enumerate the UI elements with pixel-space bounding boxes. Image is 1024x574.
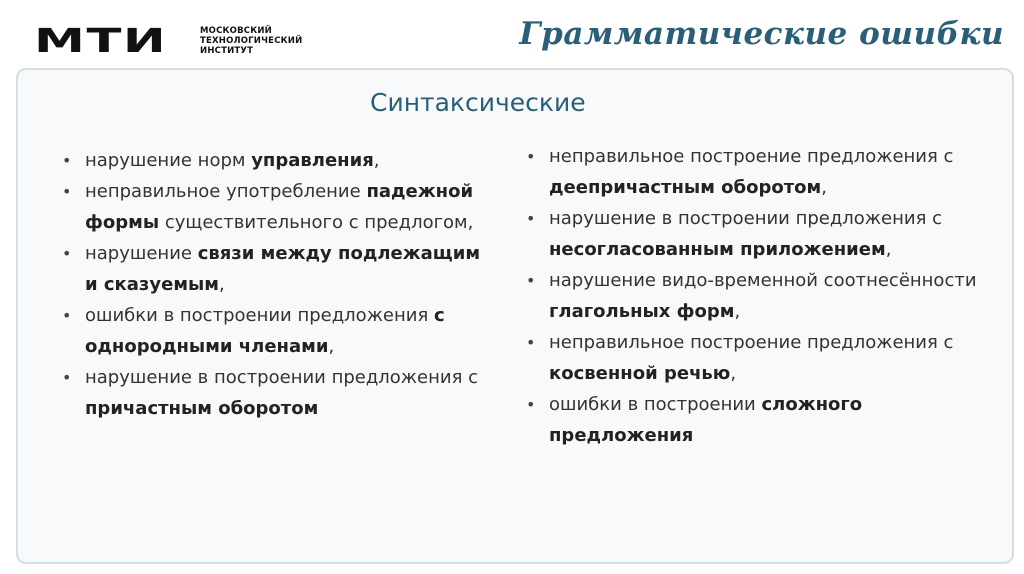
bullet-icon: • [62, 151, 72, 170]
list-item [522, 141, 982, 203]
bullet-icon: • [526, 395, 536, 414]
page-title: Грамматические ошибки [519, 16, 1004, 52]
bullet-icon: • [62, 368, 72, 387]
item-text-end: существительного с предлогом, [159, 212, 474, 233]
item-emphasis: глагольных форм [549, 301, 735, 322]
bullet-icon: • [526, 209, 536, 228]
content-panel [16, 68, 1014, 564]
list-item [58, 176, 498, 238]
list-item [58, 145, 498, 176]
item-text: ошибки в построении [549, 394, 762, 415]
item-text: нарушение в построении предложения с [85, 367, 479, 388]
item-emphasis: связи между подлежащим и сказуемым [85, 243, 481, 295]
item-emphasis: причастным оборотом [85, 398, 319, 419]
logo-mark: МТИ [34, 21, 168, 60]
bullet-icon: • [526, 333, 536, 352]
bullet-icon: • [526, 271, 536, 290]
item-text-end: , [373, 150, 380, 171]
list-item [522, 203, 982, 265]
item-emphasis: сложного предложения [549, 394, 863, 446]
list-item [58, 362, 498, 424]
list-item [58, 300, 498, 362]
item-text: неправильное построение предложения с [549, 146, 954, 167]
item-text-end: , [734, 301, 741, 322]
item-text: нарушение норм [85, 150, 252, 171]
item-emphasis: несогласованным приложением [549, 239, 886, 260]
item-emphasis: деепричастным оборотом [549, 177, 822, 198]
item-emphasis: косвенной речью [549, 363, 731, 384]
bullet-icon: • [62, 306, 72, 325]
bullet-icon: • [526, 147, 536, 166]
item-emphasis: управления [251, 150, 374, 171]
logo-text-line1: МОСКОВСКИЙ [200, 26, 272, 36]
list-item [522, 389, 982, 451]
item-emphasis: с однородными членами [85, 305, 445, 357]
list-item [522, 265, 982, 327]
item-text-end: , [328, 336, 335, 357]
left-bullet-list [58, 145, 498, 424]
item-text: неправильное построение предложения с [549, 332, 954, 353]
bullet-icon: • [62, 244, 72, 263]
list-item [58, 238, 498, 300]
item-text: нарушение [85, 243, 198, 264]
logo-text-line2: ТЕХНОЛОГИЧЕСКИЙ [200, 36, 303, 46]
section-heading: Синтаксические [370, 88, 586, 117]
item-text: нарушение в построении предложения с [549, 208, 943, 229]
item-text-end: , [730, 363, 737, 384]
item-text-end: , [821, 177, 827, 198]
item-text-end: , [885, 239, 892, 260]
list-item [522, 327, 982, 389]
right-bullet-list [522, 141, 982, 451]
bullet-icon: • [62, 182, 72, 201]
logo [34, 21, 303, 60]
logo-text-line3: ИНСТИТУТ [200, 46, 254, 56]
item-text: неправильное употребление [85, 181, 367, 202]
item-emphasis: падежной формы [85, 181, 474, 233]
item-text: ошибки в построении предложения [85, 305, 435, 326]
item-text-end: , [219, 274, 225, 295]
item-text: нарушение видо-временной соотнесённости [549, 270, 977, 291]
